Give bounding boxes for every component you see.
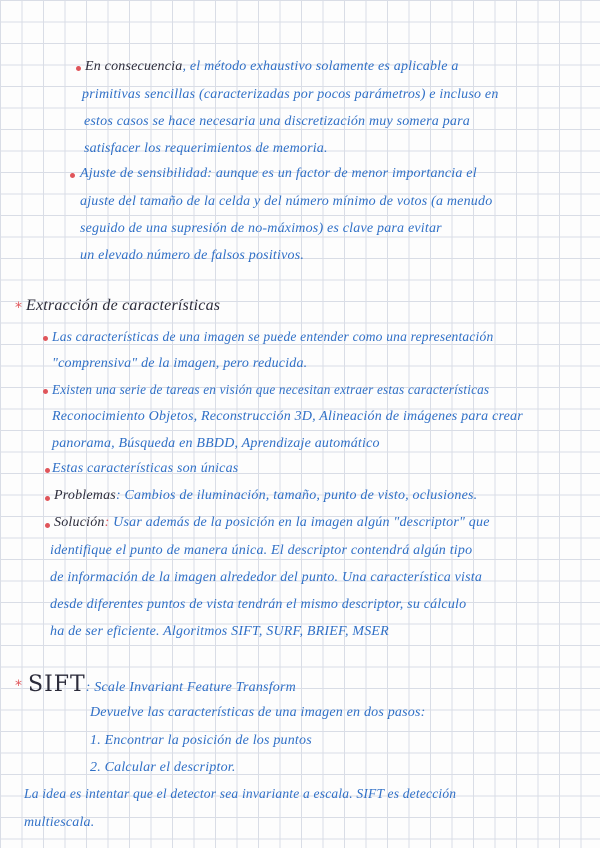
text-line: ha de ser eficiente. Algoritmos SIFT, SURF, BRIEF, MSER <box>50 624 389 639</box>
text-line: un elevado número de falsos positivos. <box>80 248 305 263</box>
text-line: Solución: Usar además de la posición en la imagen algún "descriptor" que <box>54 515 490 530</box>
text-line: La idea es intentar que el detector sea invariante a escala. SIFT es detección <box>24 786 457 801</box>
text-line: identifique el punto de manera única. El descriptor contendrá algún tipo <box>50 543 473 558</box>
bullet-marker <box>43 389 48 394</box>
bullet-marker <box>45 496 50 501</box>
text-line: multiescala. <box>24 815 95 830</box>
section-heading: Extracción de características <box>26 297 221 314</box>
text-line: "comprensiva" de la imagen, pero reducida. <box>52 356 308 371</box>
text-line: Las características de una imagen se puede entender como una representación <box>52 329 494 344</box>
bullet-marker <box>70 173 75 178</box>
asterisk-icon: * <box>15 678 22 694</box>
text-line: primitivas sencillas (caracterizadas por pocos parámetros) e incluso en <box>82 87 499 102</box>
text-line: 1. Encontrar la posición de los puntos <box>90 733 312 748</box>
text-line: En consecuencia, el método exhaustivo solamente es aplicable a <box>85 59 459 74</box>
term-problemas: Problemas <box>54 488 116 503</box>
text-line: panorama, Búsqueda en BBDD, Aprendizaje automático <box>52 436 380 451</box>
text-line: estos casos se hace necesaria una discretización muy somera para <box>84 114 470 129</box>
sift-title: SIFT <box>28 672 86 697</box>
text-line: Existen una serie de tareas en visión que necesitan extraer estas características <box>52 382 490 397</box>
text-line: Estas características son únicas <box>52 461 239 476</box>
term-en-consecuencia: En consecuencia <box>85 59 183 74</box>
bullet-marker <box>43 336 48 341</box>
text-line: Problemas: Cambios de iluminación, tamaño, punto de visto, oclusiones. <box>54 488 478 503</box>
text-line: 2. Calcular el descriptor. <box>90 760 236 775</box>
text-line: desde diferentes puntos de vista tendrán el mismo descriptor, su cálculo <box>50 597 467 612</box>
text-line: Devuelve las características de una imagen en dos pasos: <box>90 705 426 720</box>
text-line: seguido de una supresión de no-máximos) es clave para evitar <box>80 221 442 236</box>
text-line: satisfacer los requerimientos de memoria. <box>84 141 328 156</box>
text-line: de información de la imagen alrededor del punto. Una característica vista <box>50 570 483 585</box>
bullet-marker <box>45 468 50 473</box>
text-line: ajuste del tamaño de la celda y del número mínimo de votos (a menudo <box>80 194 493 209</box>
sift-heading: SIFT: Scale Invariant Feature Transform <box>28 672 296 697</box>
text-line: Ajuste de sensibilidad: aunque es un factor de menor importancia el <box>80 166 477 181</box>
text-line: Reconocimiento Objetos, Reconstrucción 3D, Alineación de imágenes para crear <box>52 409 523 424</box>
term-solucion: Solución <box>54 515 105 530</box>
asterisk-icon: * <box>15 300 22 316</box>
bullet-marker <box>45 523 50 528</box>
bullet-marker <box>76 66 81 71</box>
term-ajuste-sensibilidad: Ajuste de sensibilidad <box>80 166 208 181</box>
